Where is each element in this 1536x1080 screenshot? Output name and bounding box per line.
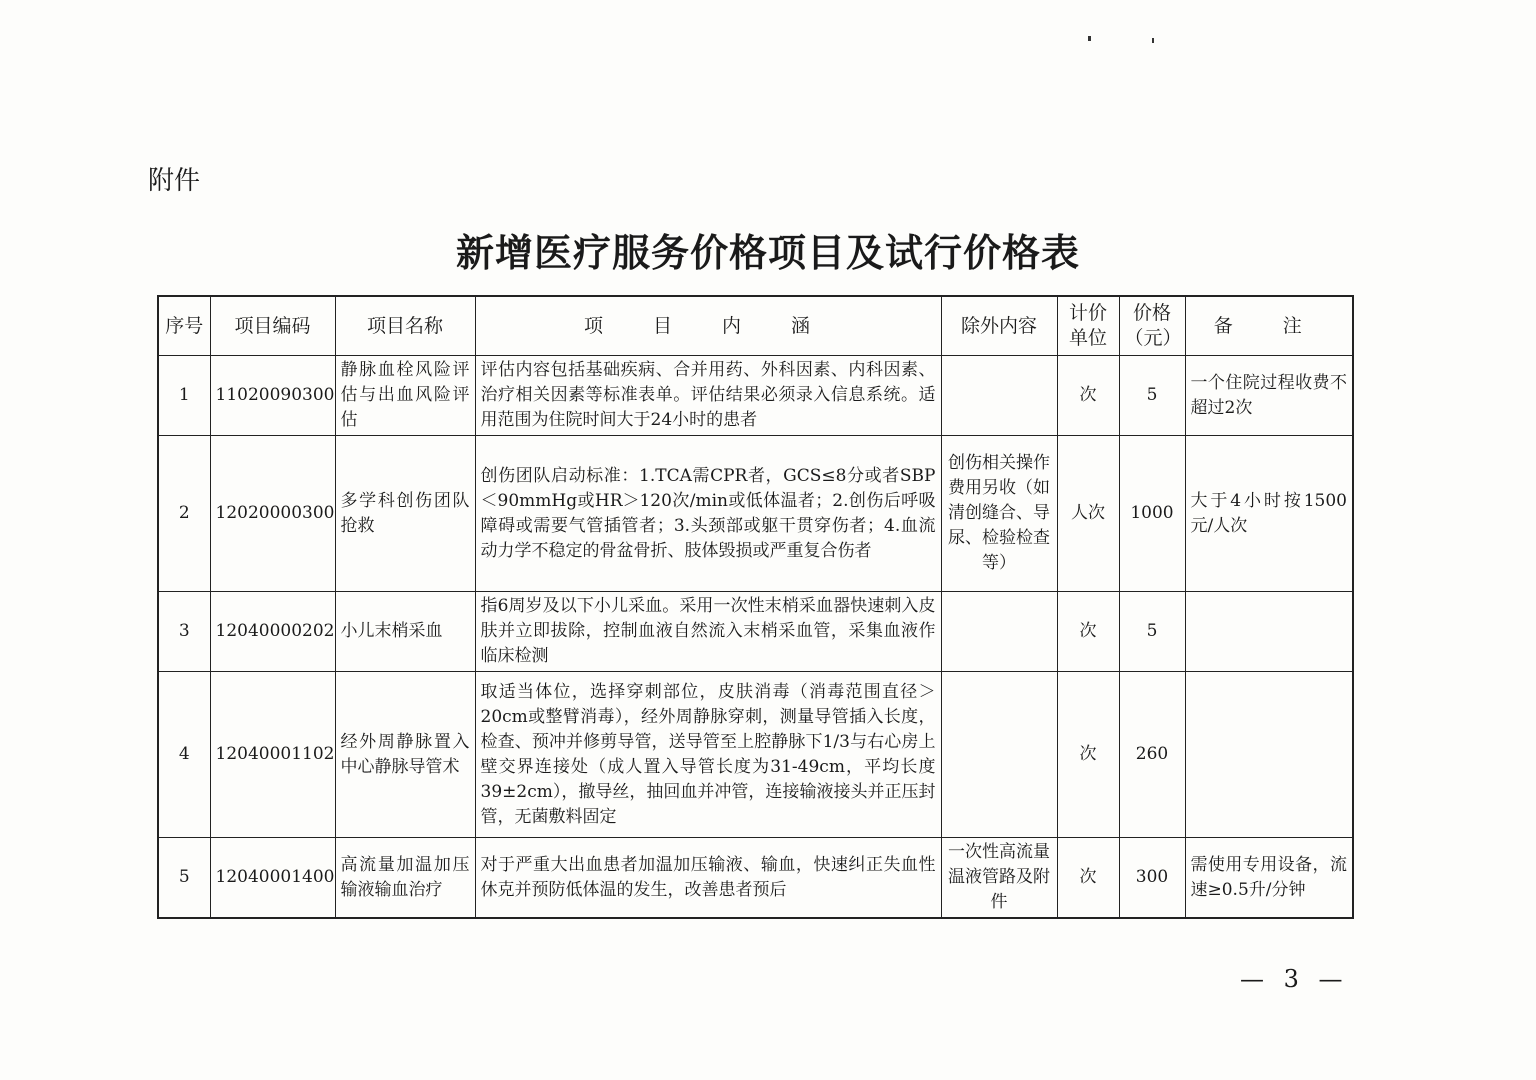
cell-remark xyxy=(1185,672,1353,838)
cell-content: 指6周岁及以下小儿采血。采用一次性末梢采血器快速刺入皮肤并立即拔除，控制血液自然流入末梢采血管，采集血液作临床检测 xyxy=(475,592,941,672)
cell-exclusion xyxy=(941,592,1057,672)
cell-no: 4 xyxy=(158,672,210,838)
header-exclusion: 除外内容 xyxy=(941,296,1057,356)
cell-unit: 次 xyxy=(1057,356,1119,436)
cell-no: 2 xyxy=(158,436,210,592)
cell-content: 评估内容包括基础疾病、合并用药、外科因素、内科因素、治疗相关因素等标准表单。评估结果必须录入信息系统。适用范围为住院时间大于24小时的患者 xyxy=(475,356,941,436)
cell-code: 12040000202 xyxy=(210,592,335,672)
cell-remark: 一个住院过程收费不超过2次 xyxy=(1185,356,1353,436)
cell-unit: 次 xyxy=(1057,672,1119,838)
cell-price: 300 xyxy=(1119,838,1185,919)
table-row xyxy=(158,838,1353,919)
cell-content: 创伤团队启动标准：1.TCA需CPR者，GCS≤8分或者SBP＜90mmHg或HR＞120次/min或低体温者；2.创伤后呼吸障碍或需要气管插管者；3.头颈部或躯干贯穿伤者；4.血流动力学不稳定的骨盆骨折、肢体毁损或严重复合伤者 xyxy=(475,436,941,592)
cell-price: 1000 xyxy=(1119,436,1185,592)
scan-speck xyxy=(1152,38,1154,43)
table-row xyxy=(158,436,1353,592)
header-remark: 备 注 xyxy=(1185,296,1353,356)
cell-exclusion xyxy=(941,672,1057,838)
cell-exclusion xyxy=(941,356,1057,436)
cell-remark xyxy=(1185,592,1353,672)
table-row xyxy=(158,356,1353,436)
header-unit: 计价单位 xyxy=(1057,296,1119,356)
cell-exclusion: 创伤相关操作费用另收（如清创缝合、导尿、检验检查等） xyxy=(941,436,1057,592)
cell-unit: 次 xyxy=(1057,838,1119,919)
cell-no: 1 xyxy=(158,356,210,436)
cell-code: 12020000300 xyxy=(210,436,335,592)
cell-price: 5 xyxy=(1119,592,1185,672)
cell-exclusion: 一次性高流量温液管路及附件 xyxy=(941,838,1057,919)
price-table xyxy=(157,295,1354,919)
cell-name: 小儿末梢采血 xyxy=(335,592,475,672)
cell-name: 经外周静脉置入中心静脉导管术 xyxy=(335,672,475,838)
header-code: 项目编码 xyxy=(210,296,335,356)
page-number: — 3 — xyxy=(1240,965,1349,993)
scan-speck xyxy=(1088,36,1091,41)
cell-content: 取适当体位，选择穿刺部位，皮肤消毒（消毒范围直径＞20cm或整臂消毒），经外周静脉穿刺，测量导管插入长度，检查、预冲并修剪导管，送导管至上腔静脉下1/3与右心房上壁交界连接处（成人置入导管长度为31-49cm，平均长度39±2cm），撤导丝，抽回血并冲管，连接输液接头并正压封管，无菌敷料固定 xyxy=(475,672,941,838)
document-title: 新增医疗服务价格项目及试行价格表 xyxy=(455,230,1080,275)
attachment-label: 附件 xyxy=(148,166,201,196)
cell-price: 5 xyxy=(1119,356,1185,436)
cell-code: 12040001102 xyxy=(210,672,335,838)
cell-name: 高流量加温加压输液输血治疗 xyxy=(335,838,475,919)
header-name: 项目名称 xyxy=(335,296,475,356)
cell-code: 12040001400 xyxy=(210,838,335,919)
cell-name: 静脉血栓风险评估与出血风险评估 xyxy=(335,356,475,436)
cell-code: 11020090300 xyxy=(210,356,335,436)
header-row xyxy=(158,296,1353,356)
cell-content: 对于严重大出血患者加温加压输液、输血，快速纠正失血性休克并预防低体温的发生，改善患者预后 xyxy=(475,838,941,919)
cell-price: 260 xyxy=(1119,672,1185,838)
cell-unit: 次 xyxy=(1057,592,1119,672)
cell-name: 多学科创伤团队抢救 xyxy=(335,436,475,592)
cell-remark: 大于4小时按1500元/人次 xyxy=(1185,436,1353,592)
header-content: 项 目 内 涵 xyxy=(475,296,941,356)
header-price: 价格（元） xyxy=(1119,296,1185,356)
header-no: 序号 xyxy=(158,296,210,356)
cell-no: 5 xyxy=(158,838,210,919)
table-row xyxy=(158,592,1353,672)
cell-remark: 需使用专用设备，流速≥0.5升/分钟 xyxy=(1185,838,1353,919)
cell-unit: 人次 xyxy=(1057,436,1119,592)
table-row xyxy=(158,672,1353,838)
cell-no: 3 xyxy=(158,592,210,672)
